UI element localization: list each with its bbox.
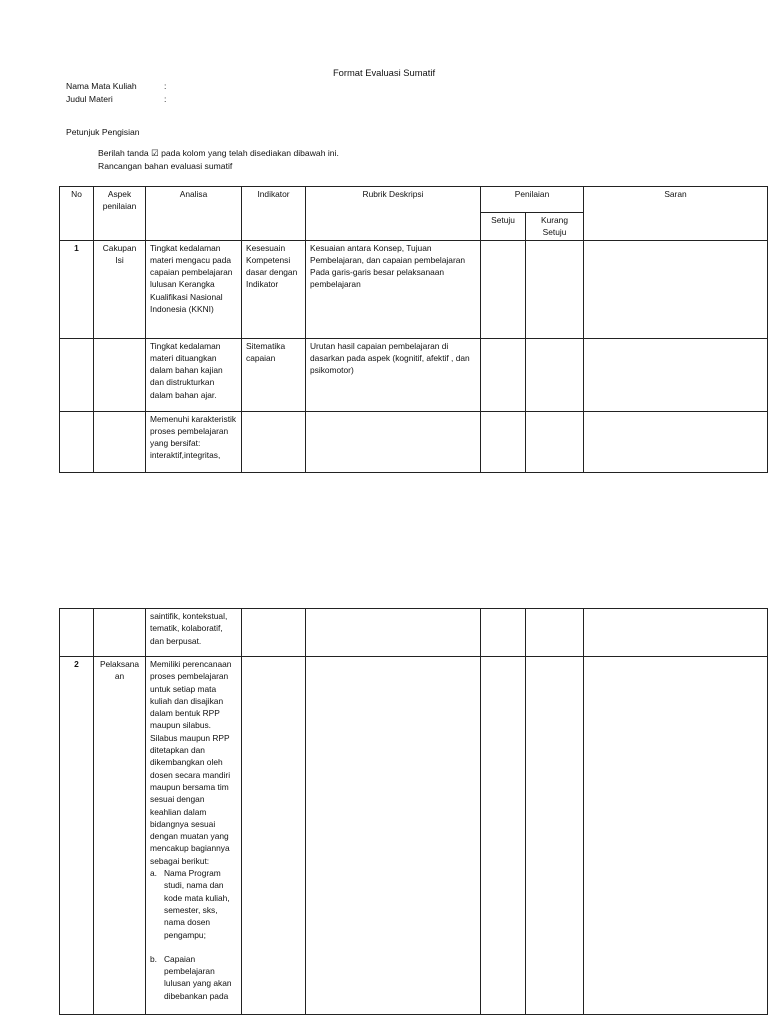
header-aspek: Aspek penilaian [94,187,146,241]
row-aspek: Cakupan Isi [94,240,146,338]
header-rubrik: Rubrik Deskripsi [306,187,481,241]
field-label-judul-materi: Judul Materi [66,94,113,104]
rubrik-line-1: Kesuaian antara Konsep, Tujuan Pembelajaran, dan capaian pembelajaran [310,242,466,265]
header-kurang-setuju: Kurang Setuju [526,213,584,241]
saran-cell[interactable] [584,411,768,472]
row-indikator: Sitematika capaian [242,338,306,411]
list-item-text: Capaian pembelajaran lulusan yang akan dibebankan pada [164,953,232,1001]
row-number: 2 [60,657,94,1015]
kurang-setuju-cell[interactable] [526,338,584,411]
row-indikator [242,609,306,657]
list-marker: b. [150,953,157,964]
row-indikator [242,657,306,1015]
row-analisa [146,657,242,1015]
row-analisa: Memenuhi karakteristik proses pembelajaran yang bersifat: interaktif,integritas, [146,411,242,472]
header-saran: Saran [584,187,768,241]
row-number [60,411,94,472]
setuju-cell[interactable] [481,411,526,472]
header-setuju: Setuju [481,213,526,241]
evaluation-table-page-2 [59,608,768,1015]
kurang-setuju-cell[interactable] [526,609,584,657]
table-row [60,609,768,657]
row-rubrik: Urutan hasil capaian pembelajaran di dasarkan pada aspek (kognitif, afektif , dan psikomotor) [306,338,481,411]
kurang-setuju-cell[interactable] [526,657,584,1015]
list-gap [164,941,237,953]
table-row [60,240,768,338]
header-indikator: Indikator [242,187,306,241]
kurang-setuju-cell[interactable] [526,240,584,338]
field-colon: : [164,94,167,104]
row-aspek: Pelaksanaan [94,657,146,1015]
row-rubrik [306,609,481,657]
list-item [150,867,237,941]
saran-cell[interactable] [584,609,768,657]
row-analisa: saintifik, kontekstual, tematik, kolaboratif, dan berpusat. [146,609,242,657]
page-title: Format Evaluasi Sumatif [332,67,436,78]
table-row [60,338,768,411]
row-aspek [94,609,146,657]
row-number: 1 [60,240,94,338]
kurang-setuju-cell[interactable] [526,411,584,472]
list-item-text: Nama Program studi, nama dan kode mata kuliah, semester, sks, nama dosen pengampu; [164,868,230,940]
field-label-nama-mata-kuliah: Nama Mata Kuliah [66,81,137,91]
evaluation-table-page-1 [59,186,768,473]
row-rubrik [306,411,481,472]
header-analisa: Analisa [146,187,242,241]
field-colon: : [164,81,167,91]
header-no: No [60,187,94,241]
analisa-text: Memiliki perencanaan proses pembelajaran untuk setiap mata kuliah dan disajikan dalam bentuk RPP maupun silabus. Silabus maupun RPP ditetapkan dan dikembangkan oleh dosen secara mandiri maupun bersama tim sesuai dengan keahlian dalam bidangnya sesuai dengan muatan yang mencakup bagiannya sebagai berikut: [150,659,232,866]
setuju-cell[interactable] [481,338,526,411]
row-number [60,609,94,657]
rubrik-line-2: Pada garis-garis besar pelaksanaan pembelajaran [310,267,445,290]
analisa-list [150,867,237,1002]
table-row [60,411,768,472]
row-indikator [242,411,306,472]
setuju-cell[interactable] [481,609,526,657]
saran-cell[interactable] [584,657,768,1015]
row-analisa: Tingkat kedalaman materi mengacu pada capaian pembelajaran lulusan Kerangka Kualifikasi Nasional Indonesia (KKNI) [146,240,242,338]
table-row [60,657,768,1015]
row-rubrik [306,240,481,338]
instructions-line-1: Berilah tanda ☑ pada kolom yang telah disediakan dibawah ini. [98,148,339,158]
instructions-line-2: Rancangan bahan evaluasi sumatif [98,161,233,171]
header-penilaian: Penilaian [481,187,584,213]
row-indikator: Kesesuain Kompetensi dasar dengan Indikator [242,240,306,338]
row-number [60,338,94,411]
row-analisa: Tingkat kedalaman materi dituangkan dalam bahan kajian dan distrukturkan dalam bahan ajar. [146,338,242,411]
saran-cell[interactable] [584,240,768,338]
list-item [150,953,237,1002]
setuju-cell[interactable] [481,240,526,338]
saran-cell[interactable] [584,338,768,411]
row-rubrik [306,657,481,1015]
list-marker: a. [150,868,157,879]
setuju-cell[interactable] [481,657,526,1015]
row-aspek [94,411,146,472]
instructions-heading: Petunjuk Pengisian [66,127,140,137]
row-aspek [94,338,146,411]
